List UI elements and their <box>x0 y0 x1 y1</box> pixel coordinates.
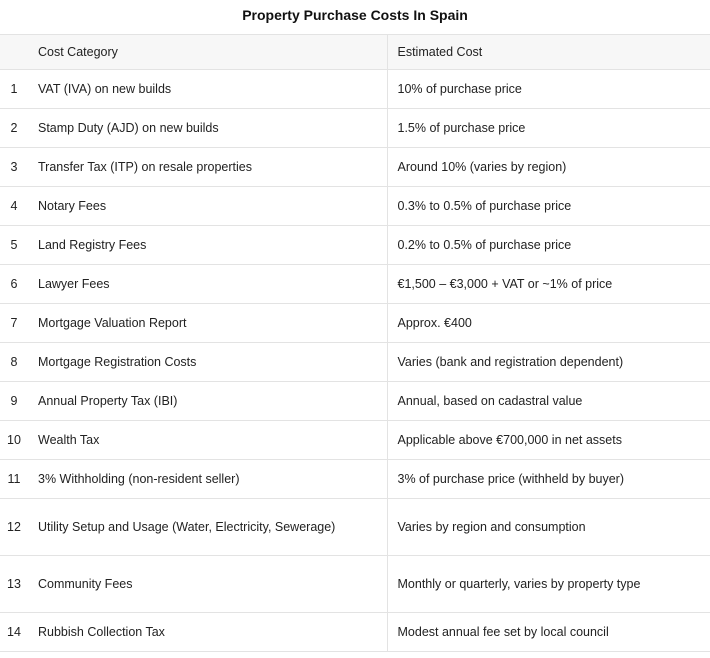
cost-category-cell: Stamp Duty (AJD) on new builds <box>28 109 387 148</box>
index-column-header <box>0 35 28 70</box>
estimated-cost-cell: 0.2% to 0.5% of purchase price <box>387 226 710 265</box>
row-index: 8 <box>0 343 28 382</box>
estimated-cost-cell: Around 10% (varies by region) <box>387 148 710 187</box>
row-index: 13 <box>0 556 28 613</box>
row-index: 3 <box>0 148 28 187</box>
table-row <box>0 187 710 226</box>
estimated-cost-cell: Modest annual fee set by local council <box>387 613 710 652</box>
cost-category-column-header: Cost Category <box>28 35 387 70</box>
cost-category-cell: Wealth Tax <box>28 421 387 460</box>
table-row <box>0 343 710 382</box>
estimated-cost-cell: 0.3% to 0.5% of purchase price <box>387 187 710 226</box>
row-index: 7 <box>0 304 28 343</box>
row-index: 11 <box>0 460 28 499</box>
cost-category-cell: Annual Property Tax (IBI) <box>28 382 387 421</box>
cost-category-cell: Community Fees <box>28 556 387 613</box>
cost-category-cell: Mortgage Registration Costs <box>28 343 387 382</box>
estimated-cost-cell: Annual, based on cadastral value <box>387 382 710 421</box>
row-index: 1 <box>0 70 28 109</box>
cost-category-cell: Notary Fees <box>28 187 387 226</box>
cost-category-cell: Rubbish Collection Tax <box>28 613 387 652</box>
page-title: Property Purchase Costs In Spain <box>242 7 468 23</box>
cost-category-cell: Lawyer Fees <box>28 265 387 304</box>
estimated-cost-cell: 10% of purchase price <box>387 70 710 109</box>
row-index: 12 <box>0 499 28 556</box>
row-index: 4 <box>0 187 28 226</box>
row-index: 6 <box>0 265 28 304</box>
row-index: 14 <box>0 613 28 652</box>
estimated-cost-cell: Monthly or quarterly, varies by property type <box>387 556 710 613</box>
estimated-cost-cell: Approx. €400 <box>387 304 710 343</box>
cost-category-cell: Utility Setup and Usage (Water, Electricity, Sewerage) <box>28 499 387 556</box>
table-header-row <box>0 35 710 70</box>
estimated-cost-cell: 1.5% of purchase price <box>387 109 710 148</box>
estimated-cost-cell: €1,500 – €3,000 + VAT or ~1% of price <box>387 265 710 304</box>
row-index: 10 <box>0 421 28 460</box>
table-row <box>0 460 710 499</box>
estimated-cost-cell: 3% of purchase price (withheld by buyer) <box>387 460 710 499</box>
row-index: 9 <box>0 382 28 421</box>
estimated-cost-column-header: Estimated Cost <box>387 35 710 70</box>
estimated-cost-cell: Varies (bank and registration dependent) <box>387 343 710 382</box>
table-row <box>0 70 710 109</box>
row-index: 2 <box>0 109 28 148</box>
table-row <box>0 226 710 265</box>
row-index: 5 <box>0 226 28 265</box>
table-row <box>0 613 710 652</box>
estimated-cost-cell: Applicable above €700,000 in net assets <box>387 421 710 460</box>
cost-category-cell: VAT (IVA) on new builds <box>28 70 387 109</box>
table-row <box>0 109 710 148</box>
table-row <box>0 265 710 304</box>
cost-category-cell: Mortgage Valuation Report <box>28 304 387 343</box>
cost-category-cell: Transfer Tax (ITP) on resale properties <box>28 148 387 187</box>
cost-category-cell: 3% Withholding (non-resident seller) <box>28 460 387 499</box>
table-row <box>0 556 710 613</box>
table-row <box>0 421 710 460</box>
table-row <box>0 499 710 556</box>
table-row <box>0 382 710 421</box>
cost-category-cell: Land Registry Fees <box>28 226 387 265</box>
table-row <box>0 148 710 187</box>
estimated-cost-cell: Varies by region and consumption <box>387 499 710 556</box>
table-row <box>0 304 710 343</box>
costs-table <box>0 34 710 652</box>
